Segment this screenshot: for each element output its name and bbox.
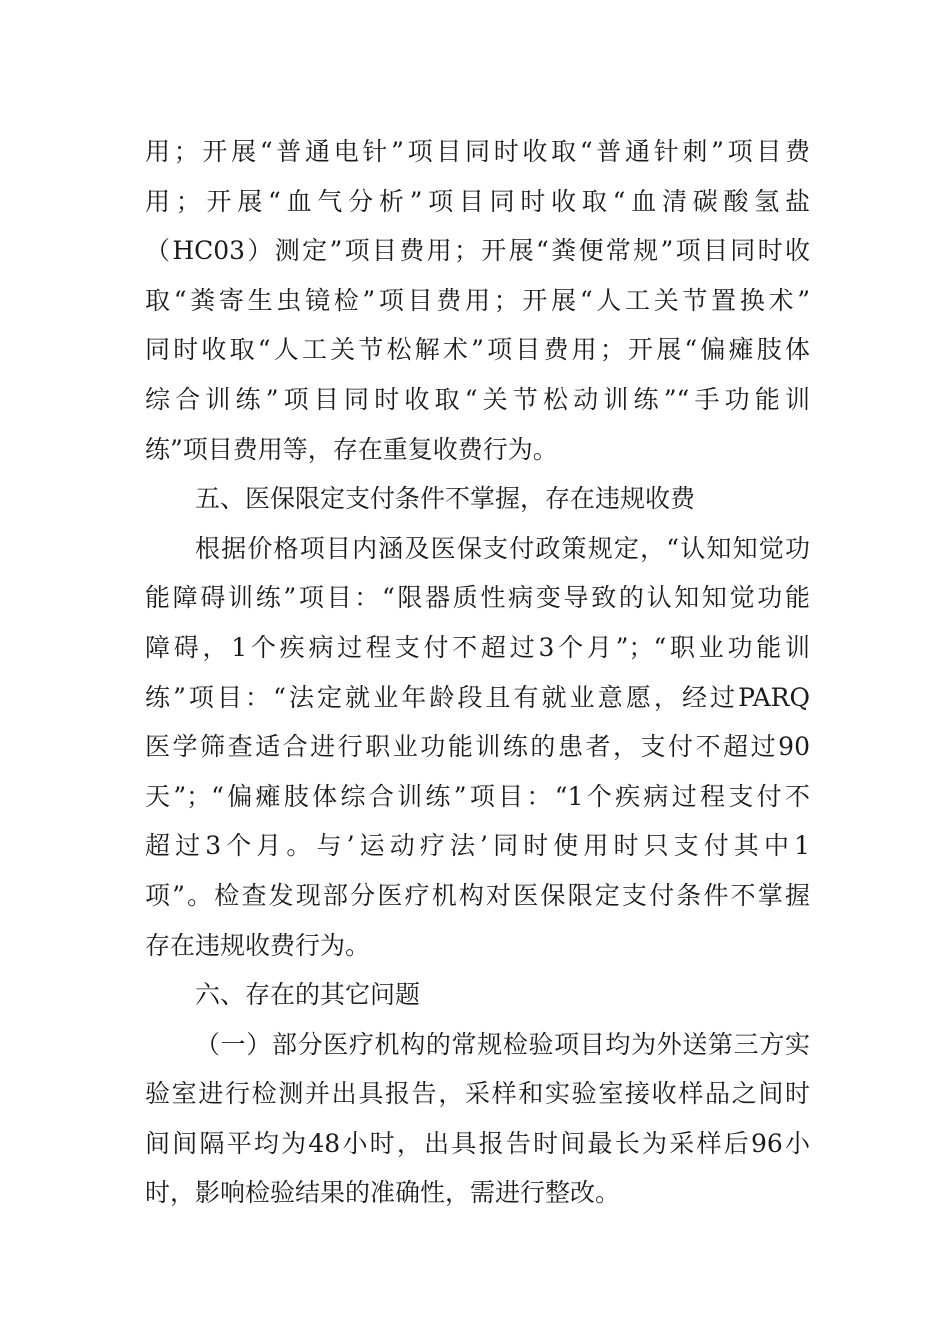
text-line: 项”。检查发现部分医疗机构对医保限定支付条件不掌握 bbox=[145, 880, 810, 910]
text-line: （一）部分医疗机构的常规检验项目均为外送第三方实 bbox=[195, 1029, 810, 1059]
text-line: 超过3个月。与’运动疗法’同时使用时只支付其中1 bbox=[145, 831, 810, 861]
text-line: 用；开展“普通电针”项目同时收取“普通针刺”项目费 bbox=[145, 137, 810, 166]
section-heading-5: 五、医保限定支付条件不掌握，存在违规收费 bbox=[195, 484, 696, 514]
text-line: 存在违规收费行为。 bbox=[145, 930, 371, 960]
text-line: 练”项目费用等，存在重复收费行为。 bbox=[145, 434, 558, 464]
paragraph-other-issues bbox=[145, 1020, 810, 1218]
paragraph-duplicate-charges bbox=[145, 127, 810, 474]
text-line: 用；开展“血气分析”项目同时收取“血清碳酸氢盐 bbox=[145, 186, 810, 216]
text-line: 同时收取“人工关节松解术”项目费用；开展“偏瘫肢体 bbox=[145, 335, 810, 365]
text-line: 天”；“偏瘫肢体综合训练”项目：“1个疾病过程支付不 bbox=[145, 781, 810, 811]
text-line: （HC03）测定”项目费用；开展“粪便常规”项目同时收 bbox=[145, 236, 810, 266]
text-line: 时，影响检验结果的准确性，需进行整改。 bbox=[145, 1178, 621, 1208]
text-line: 取“粪寄生虫镜检”项目费用；开展“人工关节置换术” bbox=[145, 285, 810, 315]
text-line: 医学筛查适合进行职业功能训练的患者，支付不超过90 bbox=[145, 732, 810, 762]
section-heading-6: 六、存在的其它问题 bbox=[195, 980, 421, 1010]
text-line: 综合训练”项目同时收取“关节松动训练”“手功能训 bbox=[145, 384, 810, 414]
text-line: 根据价格项目内涵及医保支付政策规定，“认知知觉功 bbox=[195, 533, 810, 563]
document-body bbox=[145, 127, 810, 1218]
text-line: 能障碍训练”项目：“限器质性病变导致的认知知觉功能 bbox=[145, 583, 810, 613]
text-line: 验室进行检测并出具报告，采样和实验室接收样品之间时 bbox=[145, 1079, 810, 1109]
text-line: 练”项目：“法定就业年龄段且有就业意愿，经过PARQ bbox=[145, 682, 810, 712]
paragraph-payment-conditions bbox=[145, 524, 810, 970]
text-line: 间间隔平均为48小时，出具报告时间最长为采样后96小 bbox=[145, 1128, 810, 1158]
text-line: 障碍，1个疾病过程支付不超过3个月”；“职业功能训 bbox=[145, 632, 810, 662]
